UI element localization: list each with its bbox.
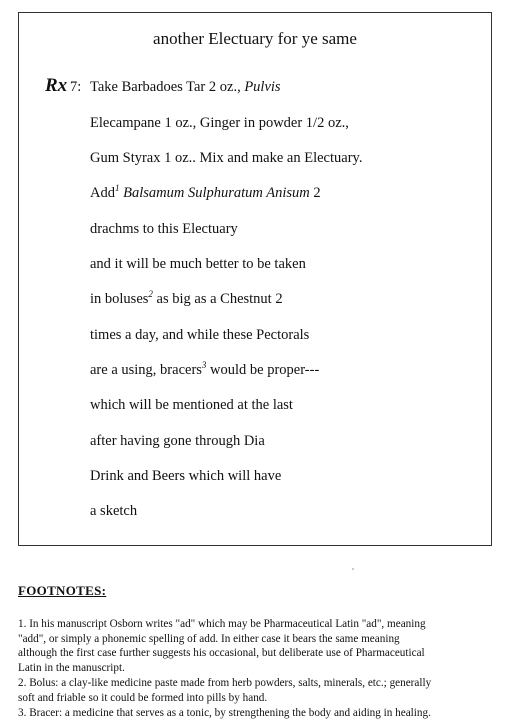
- recipe-title: another Electuary for ye same: [153, 29, 357, 48]
- recipe-line-3: Gum Styrax 1 oz.. Mix and make an Electuary.: [90, 150, 363, 166]
- recipe-line-10: which will be mentioned at the last: [90, 397, 293, 413]
- footnote-3: 3. Bracer: a medicine that serves as a tonic, by strengthening the body and aiding in healing.: [18, 707, 431, 719]
- recipe-line-4: Add$^1$ Balsamum Sulphuratum Anisum 2: [90, 183, 321, 201]
- rx-symbol: Rx: [45, 75, 68, 96]
- scan-speck: [352, 568, 354, 570]
- recipe-number: 7:: [70, 79, 82, 95]
- footnote-ref-1: 1: [114, 183, 120, 194]
- recipe-line-6: and it will be much better to be taken: [90, 256, 306, 272]
- recipe-line-8: times a day, and while these Pectorals: [90, 327, 310, 343]
- footnote-1: 1. In his manuscript Osborn writes "ad" which may be Pharmaceutical Latin "ad", meaning "add", or simply a phonemic spelling of add. In either case it bears the same meaning although the first case further suggests his occasional, but deliberate use of Pharmaceutical Latin in the manuscript.: [18, 618, 426, 674]
- recipe-line-2: Elecampane 1 oz., Ginger in powder 1/2 oz.,: [90, 115, 349, 131]
- recipe-line-9: are a using, bracers$^3$ would be proper---: [90, 360, 320, 378]
- footnote-ref-2: 2: [148, 289, 153, 300]
- recipe-box: [18, 12, 492, 546]
- footnotes-heading: FOOTNOTES:: [18, 583, 107, 598]
- recipe-line-7: in boluses$^2$ as big as a Chestnut 2: [90, 289, 283, 307]
- recipe-line-5: drachms to this Electuary: [90, 221, 238, 237]
- footnote-2: 2. Bolus: a clay-like medicine paste made from herb powders, salts, minerals, etc.; generally soft and friable so it could be formed into pills by hand.: [18, 677, 432, 704]
- footnote-ref-3: 3: [201, 360, 207, 371]
- recipe-line-1: Take Barbadoes Tar 2 oz., Pulvis: [90, 79, 281, 95]
- recipe-line-12: Drink and Beers which will have: [90, 468, 282, 484]
- recipe-line-11: after having gone through Dia: [90, 433, 265, 449]
- recipe-line-13: a sketch: [90, 503, 138, 519]
